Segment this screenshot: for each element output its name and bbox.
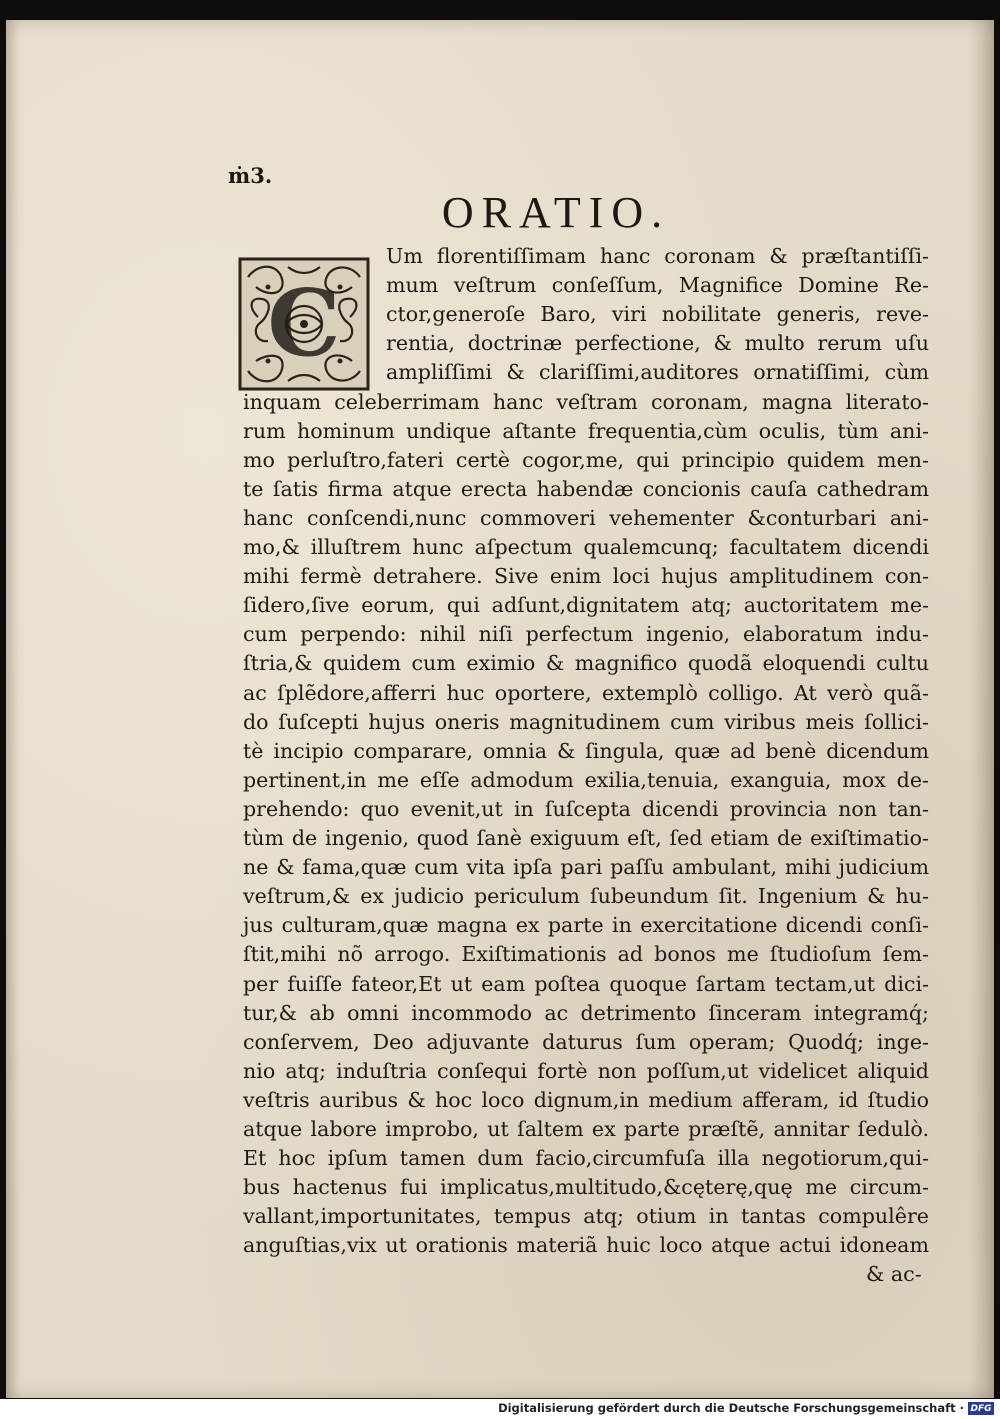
text-line: pertinent,in me eſſe admodum exilia,tenuia, exanguia, mox de- [243,767,929,792]
dfg-logo: DFG [968,1402,994,1415]
text-line: veſtris auribus & hoc loco dignum,in medium afferam, id ſtudio [243,1087,929,1112]
text-line: tur,& ab omni incommodo ac detrimento ſinceram integramq́; [243,1000,929,1025]
page-title: ORATIO. [441,188,671,237]
text-line: atque labore improbo, ut ſaltem ex parte præſtẽ, annitar ſedulò. [243,1117,929,1141]
text-line: te ſatis firma atque erecta habendæ concionis cauſa cathedram [243,476,929,501]
text-line: Et hoc ipſum tamen dum facio,circumfuſa illa negotiorum,qui- [243,1146,929,1171]
text-line: vallant,importunitates, tempus atq; otium in tantas compulêre [243,1204,929,1229]
text-line: tùm de ingenio, quod ſanè exiguum eſt, ſed etiam de exiſtimatio- [243,826,929,850]
text-line: do ſuſcepti hujus oneris magnitudinem cum viribus meis ſollici- [243,709,929,734]
text-line: ſtit,mihi nõ arrogo. Exiſtimationis ad bonos me ſtudioſum ſem- [243,942,929,967]
text-line: hanc conſcendi,nunc commoveri vehementer &conturbari ani- [243,505,929,530]
text-line: tè incipio comparare, omnia & ſingula, quæ ad benè dicendum [243,738,929,763]
text-line: mo,& illuſtrem hunc aſpectum qualemcunq; facultatem dicendi [243,535,929,559]
text-line: ac ſplẽdore,afferri huc oportere, extemplò colligo. At verò quã- [243,680,929,705]
text-line: mihi fermè detrahere. Sive enim loci hujus amplitudinem con- [243,564,929,589]
text-line: ampliſſimi & clariſſimi,auditores ornatiſſimi, cùm [386,360,929,385]
text-line: ſidero,ſive eorum, qui adſunt,dignitatem atq; auctoritatem me- [243,593,929,618]
initial-letter-glyph: C [267,269,341,377]
funding-credit: Digitalisierung gefördert durch die Deutsche Forschungsgemeinschaft · [498,1401,964,1415]
text-line: inquam celeberrimam hanc veſtram coronam, magna literato- [243,389,929,414]
ornament-frame [238,257,370,391]
text-line: rentia, doctrinæ perfectione, & multo rerum uſu [386,331,929,356]
text-line: ſtria,& quidem cum eximio & magnifico quodã eloquendi cultu [243,651,929,676]
text-line: prehendo: quo evenit,ut in ſuſcepta dicendi provincia non tan- [243,796,929,821]
text-line: Um florentiſſimam hanc coronam & præſtantiſſi- [386,244,929,268]
footer-bar [0,1399,1000,1419]
text-line: mo perluſtro,fateri certè cogor,me, qui principio quidem men- [243,447,929,472]
text-line: mum veſtrum conſeſſum, Magnifice Domine Re- [386,273,929,298]
text-line: ne & fama,quæ cum vita ipſa pari paſſu ambulant, mihi judicium [243,855,929,880]
text-line: anguſtias,vix ut orationis materiã huic loco atque actui idoneam [243,1233,929,1258]
text-line: nio atq; induſtria conſequi fortè non poſſum,ut videlicet aliquid [243,1058,929,1083]
page-number: ṁ3. [228,163,273,188]
catchword: & ac- [866,1262,922,1286]
text-line: ctor,generoſe Baro, viri nobilitate generis, reve- [386,302,929,327]
scanned-page [6,20,994,1398]
decorated-initial-letter [238,257,370,391]
text-line: per fuiſſe fateor,Et ut eam poſtea quoque ſartam tectam,ut dici- [243,971,929,996]
text-line: cum perpendo: nihil niſi perfectum ingenio, elaboratum indu- [243,622,929,647]
text-line: conſervem, Deo adjuvante daturus ſum operam; Quodq́; inge- [243,1029,929,1054]
text-line: rum hominum undique aſtante frequentia,cùm oculis, tùm ani- [243,418,929,443]
text-line: veſtrum,& ex judicio periculum ſubeundum ſit. Ingenium & hu- [243,884,929,909]
text-line: jus culturam,quæ magna ex parte in exercitatione dicendi conſi- [243,913,929,938]
text-line: bus hactenus fui implicatus,multitudo,&cęterę,quę me circum- [243,1175,929,1200]
